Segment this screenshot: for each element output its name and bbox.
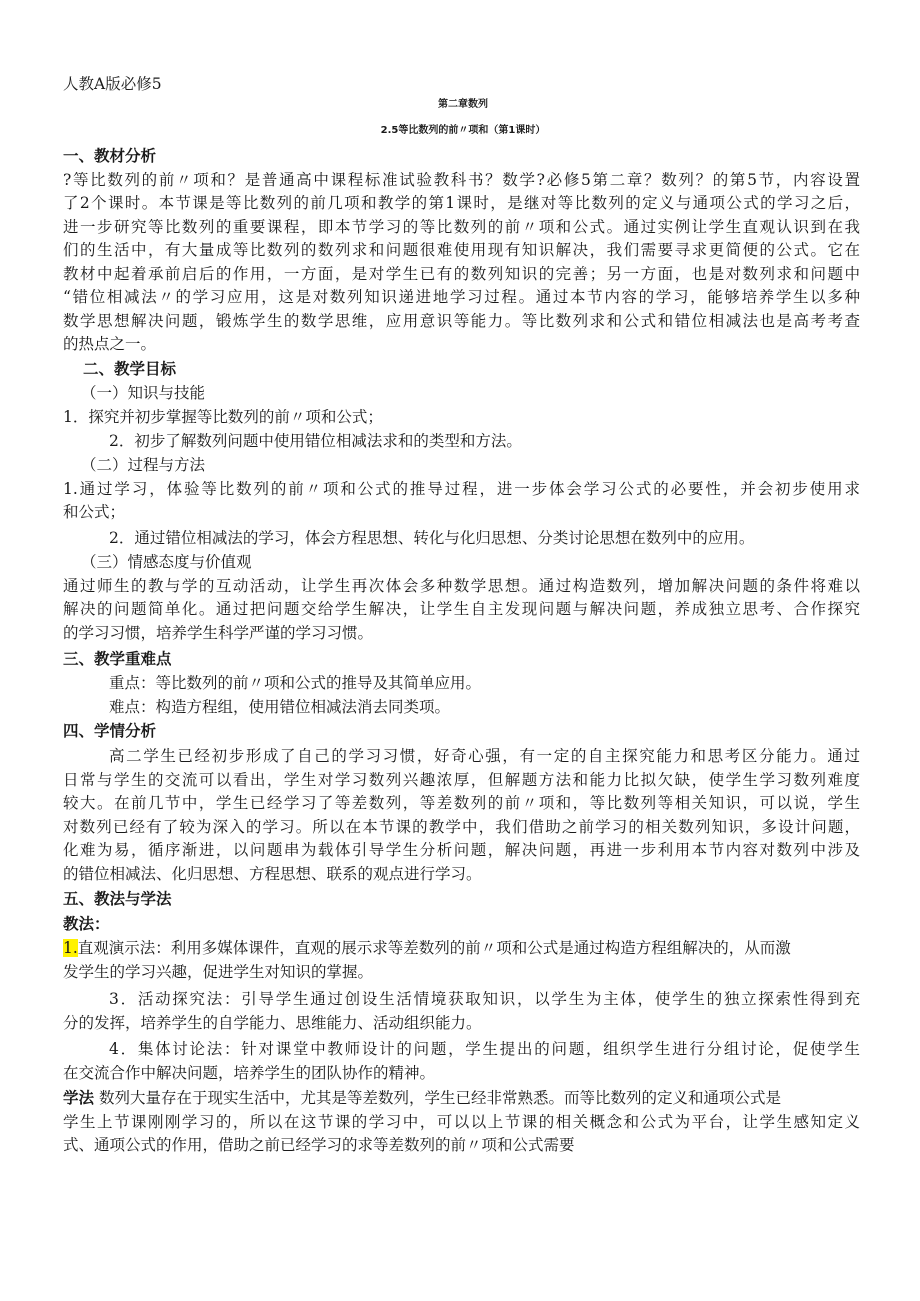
paragraph-line: 的热点之一。 xyxy=(63,335,157,353)
paragraph-line: 解决的问题简单化。通过把问题交给学生解决，让学生自主发现问题与解决问题，养成独立思考、合作探究 xyxy=(63,600,860,618)
learning-text: 数列大量存在于现实生活中，尤其是等差数列，学生已经非常熟悉。而等比数列的定义和通项公式是 xyxy=(98,1089,781,1107)
paragraph-line: 式、通项公式的作用，借助之前已经学习的求等差数列的前〃项和公式需要 xyxy=(63,1136,575,1154)
learning-method-line xyxy=(63,1087,860,1109)
teaching-methods-label: 教法： xyxy=(63,915,110,933)
section-heading: 四、学情分析 xyxy=(63,722,157,740)
list-item: 1.通过学习，体验等比数列的前〃项和公式的推导过程，进一步体会学习公式的必要性，并会初步使用求 xyxy=(63,480,860,498)
paragraph-line: 进一步研究等比数列的重要课程，即本节学习的等比数列的前〃项和公式。通过实例让学生直观认识到在我 xyxy=(63,218,860,236)
paragraph-line: 高二学生已经初步形成了自己的学习习惯，好奇心强，有一定的自主探究能力和思考区分能力。通过 xyxy=(109,747,860,765)
subsection-heading: （一）知识与技能 xyxy=(81,384,206,402)
section-heading: 二、教学目标 xyxy=(83,360,177,378)
section-heading: 三、教学重难点 xyxy=(63,650,172,668)
paragraph-line: 学生上节课刚刚学习的，所以在这节课的学习中，可以以上节课的相关概念和公式为平台，让学生感知定义 xyxy=(63,1113,860,1131)
paragraph-line: 通过师生的教与学的互动活动，让学生再次体会多种数学思想。通过构造数列，增加解决问题的条件将难以 xyxy=(63,577,860,595)
paragraph-line: 们的生活中，有大量成等比数列的数列求和问题很难使用现有知识解决，我们需要寻求更简便的公式。它在 xyxy=(63,241,860,259)
chapter-title: 第二章数列 xyxy=(438,99,488,110)
list-item-continued: 和公式； xyxy=(63,503,126,521)
method-item-continued: 发学生的学习兴趣，促进学生对知识的掌握。 xyxy=(63,963,374,981)
subsection-heading: （三）情感态度与价值观 xyxy=(81,553,252,571)
paragraph-line: 了2个课时。本节课是等比数列的前几项和教学的第1课时，是继对等比数列的定义与通项公式的学习之后， xyxy=(63,194,860,212)
key-point: 重点：等比数列的前〃项和公式的推导及其简单应用。 xyxy=(109,674,482,692)
method-item-continued: 在交流合作中解决问题，培养学生的团队协作的精神。 xyxy=(63,1064,436,1082)
paragraph-line: 化难为易，循序渐进，以问题串为载体引导学生分析问题，解决问题，再进一步利用本节内容对数列中涉及 xyxy=(63,841,860,859)
paragraph-line: 日常与学生的交流可以看出，学生对学习数列兴趣浓厚，但解题方法和能力比拟欠缺，使学生学习数列难度 xyxy=(63,771,860,789)
list-item: 2．初步了解数列问题中使用错位相减法求和的类型和方法。 xyxy=(109,432,522,450)
paragraph-line: 数学思想解决问题，锻炼学生的数学思维，应用意识等能力。等比数列求和公式和错位相减法也是高考考查 xyxy=(63,312,860,330)
paragraph-line: 的学习习惯，培养学生科学严谨的学习习惯。 xyxy=(63,624,374,642)
paragraph-line: 教材中起着承前启后的作用，一方面，是对学生已有的数列知识的完善；另一方面，也是对数列求和问题中 xyxy=(63,265,860,283)
section-heading: 一、教材分析 xyxy=(63,147,157,165)
paragraph-line: 的错位相减法、化归思想、方程思想、联系的观点进行学习。 xyxy=(63,865,482,883)
paragraph-line: 较大。在前几节中，学生已经学习了等差数列，等差数列的前〃项和，等比数列等相关知识，可以说，学生 xyxy=(63,794,860,812)
method-item: 4．集体讨论法：针对课堂中教师设计的问题，学生提出的问题，组织学生进行分组讨论，促使学生 xyxy=(109,1040,860,1058)
paragraph-line: “错位相减法〃的学习应用，这是对数列知识递进地学习过程。通过本节内容的学习，能够培养学生以多种 xyxy=(63,288,860,306)
method-item-continued: 分的发挥，培养学生的自学能力、思维能力、活动组织能力。 xyxy=(63,1014,482,1032)
learning-methods-label: 学法 xyxy=(63,1089,95,1107)
textbook-header: 人教A版必修5 xyxy=(63,75,162,93)
lesson-title: 2.5等比数列的前〃项和（第1课时） xyxy=(380,125,546,136)
method-item: 3．活动探究法：引导学生通过创设生活情境获取知识，以学生为主体，使学生的独立探索性得到充 xyxy=(109,990,860,1008)
difficult-point: 难点：构造方程组，使用错位相减法消去同类项。 xyxy=(109,698,451,716)
method-text: 直观演示法：利用多媒体课件，直观的展示求等差数列的前〃项和公式是通过构造方程组解决的，从而激 xyxy=(77,939,791,957)
list-item: 1．探究并初步掌握等比数列的前〃项和公式； xyxy=(63,408,383,426)
subsection-heading: （二）过程与方法 xyxy=(81,456,206,474)
list-item: 2．通过错位相减法的学习，体会方程思想、转化与化归思想、分类讨论思想在数列中的应用。 xyxy=(109,529,755,547)
highlighted-number: 1. xyxy=(63,939,78,957)
paragraph-line: 对数列已经有了较为深入的学习。所以在本节课的教学中，我们借助之前学习的相关数列知识，多设计问题， xyxy=(63,818,860,836)
paragraph-line: ?等比数列的前〃项和？是普通高中课程标准试验教科书？数学?必修5第二章？数列？的第5节，内容设置 xyxy=(63,171,860,189)
method-item xyxy=(63,937,860,959)
section-heading: 五、教法与学法 xyxy=(63,890,172,908)
